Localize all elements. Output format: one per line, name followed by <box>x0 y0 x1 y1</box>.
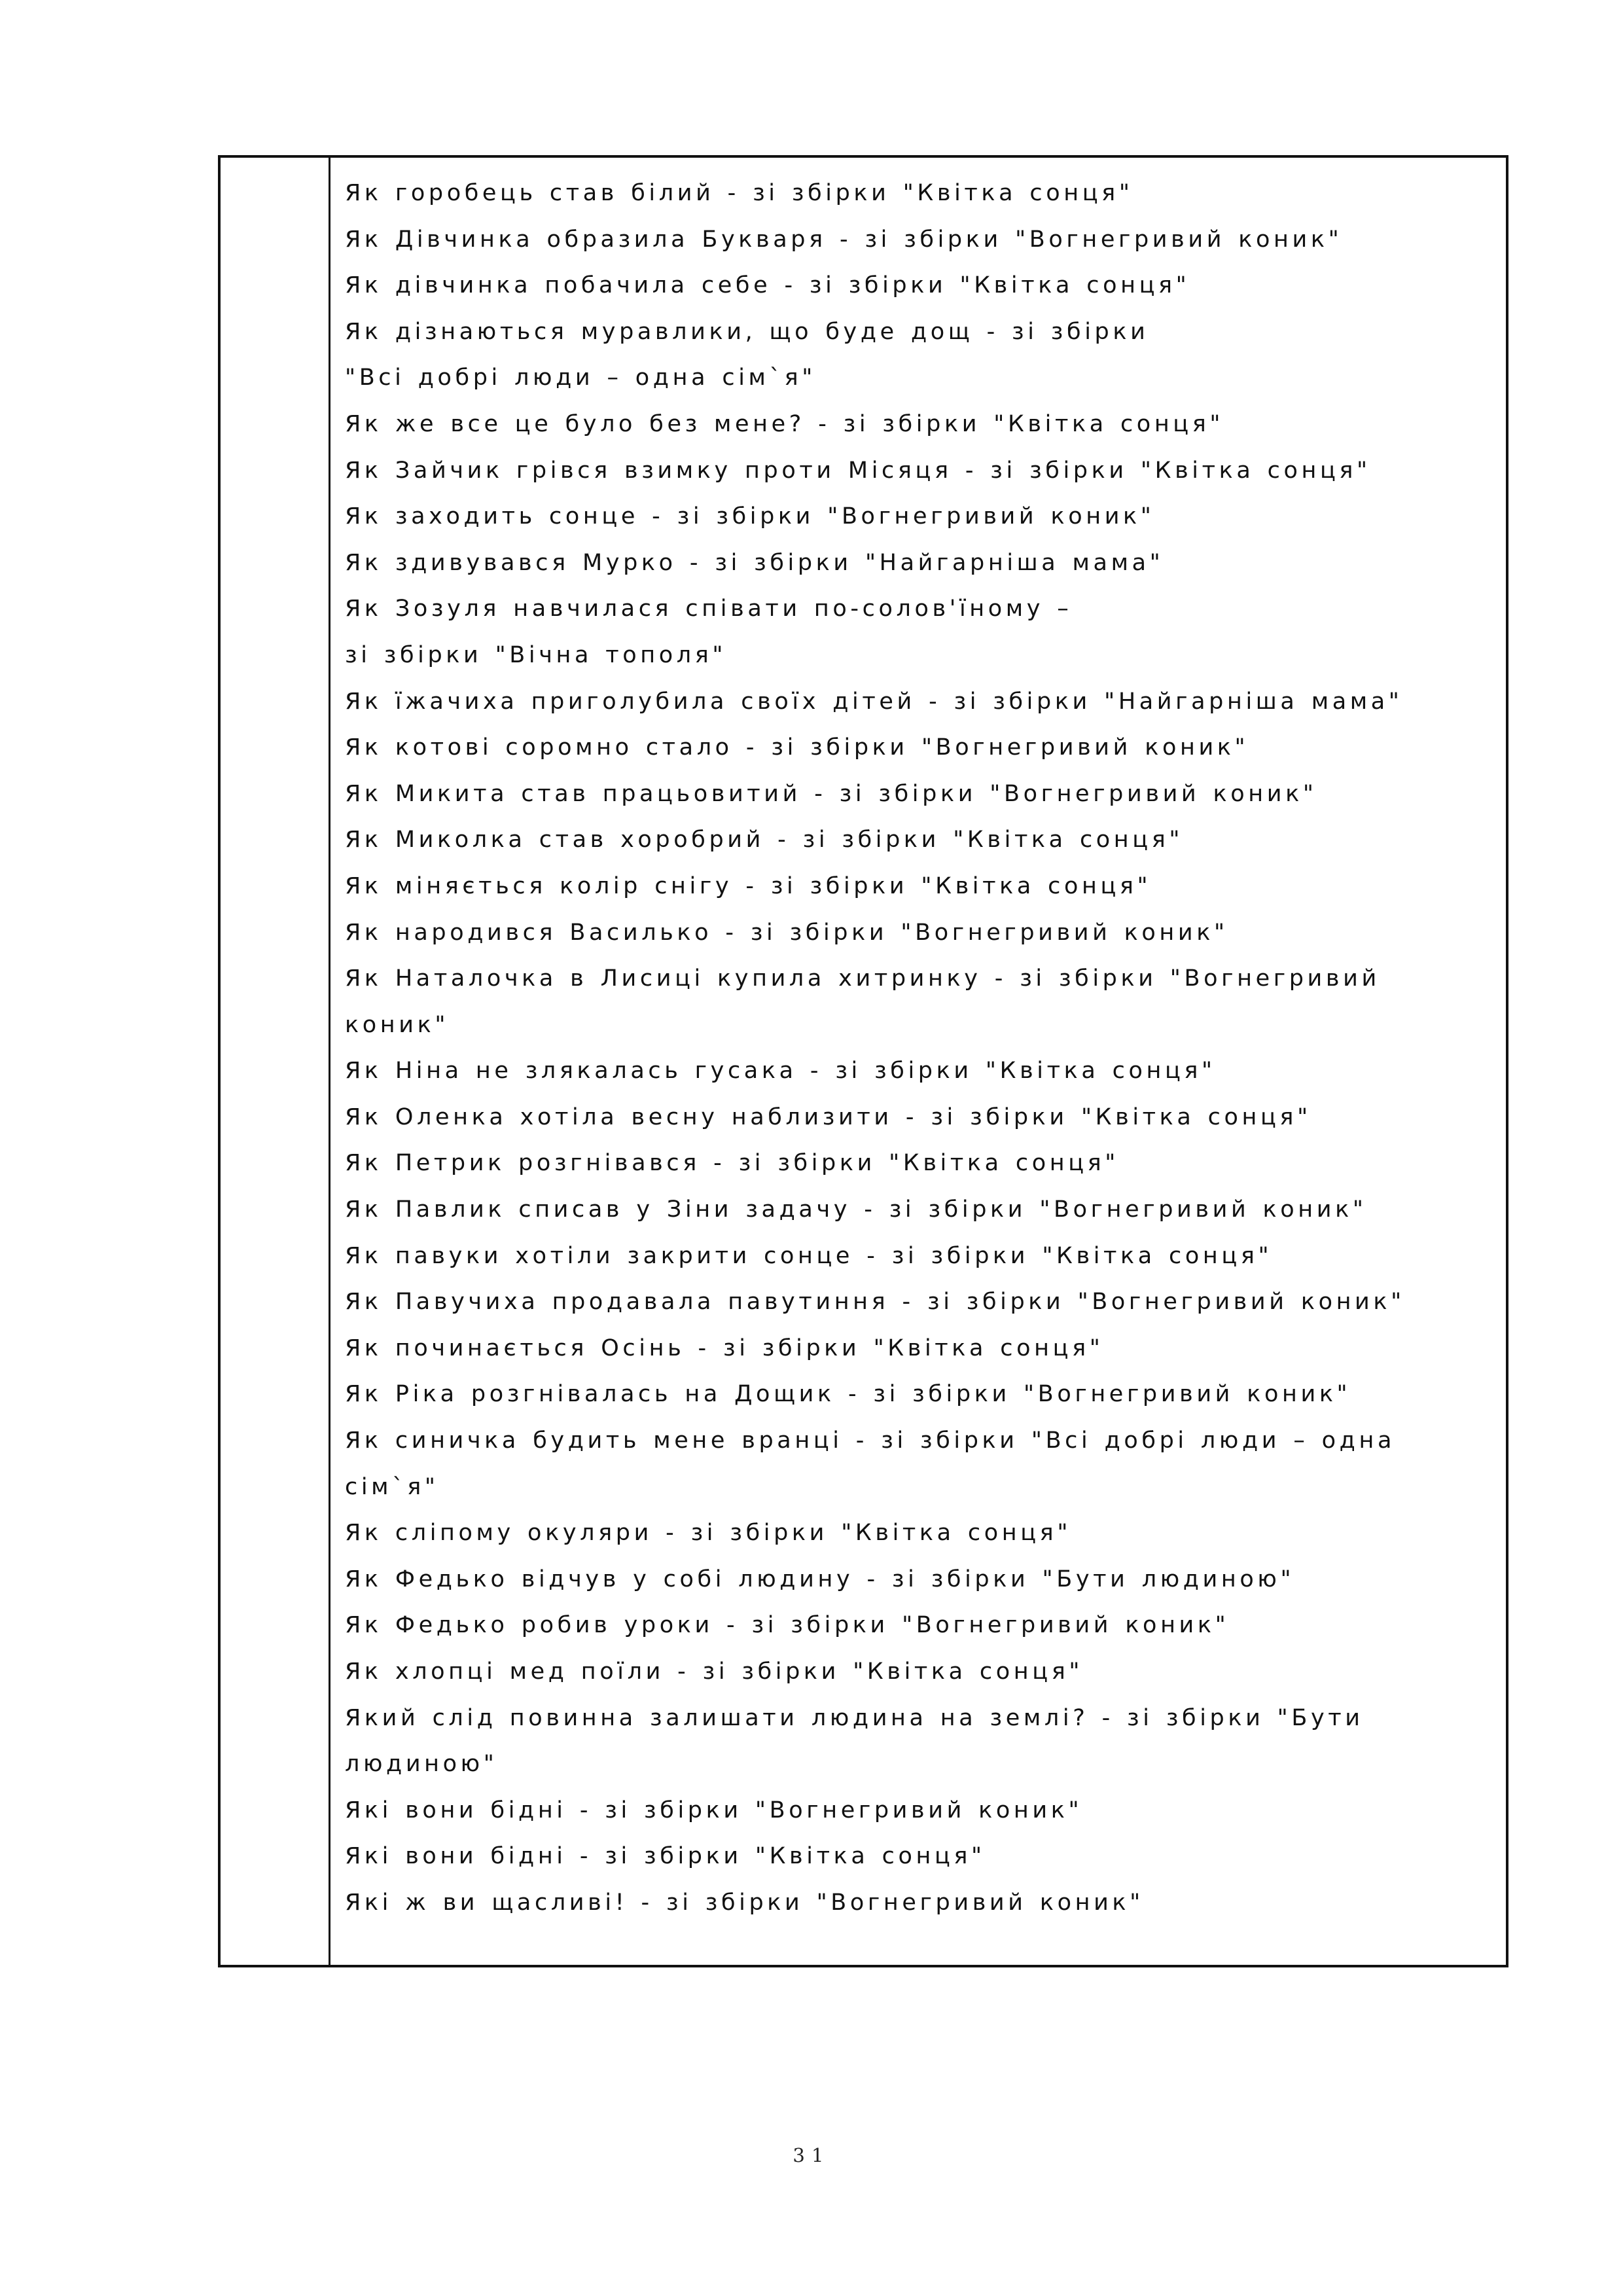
list-item: Як Зозуля навчилася співати по-солов'їному – <box>345 596 1073 622</box>
title-list <box>345 158 1473 1926</box>
list-item: Як дізнаються муравлики, що буде дощ - зі збірки <box>345 318 1149 345</box>
list-item: Як хлопці мед поїли - зі збірки "Квітка сонця" <box>345 1659 1084 1685</box>
list-item: Як Зайчик грівся взимку проти Місяця - зі збірки "Квітка сонця" <box>345 457 1371 484</box>
list-item: Як Павлик списав у Зіни задачу - зі збірки "Вогнегривий коник" <box>345 1196 1367 1223</box>
list-item: зі збірки "Вічна тополя" <box>345 641 727 668</box>
list-item: Як Павучиха продавала павутиння - зі збірки "Вогнегривий коник" <box>345 1289 1405 1316</box>
catalog-table <box>218 155 1508 1967</box>
list-item: Як Федько відчув у собі людину - зі збірки "Бути людиною" <box>345 1566 1295 1592</box>
list-item: Як Дівчинка образила Букваря - зі збірки "Вогнегривий коник" <box>345 226 1343 253</box>
list-item: Як народився Василько - зі збірки "Вогнегривий коник" <box>345 919 1228 946</box>
list-item: Як Микита став працьовитий - зі збірки "Вогнегривий коник" <box>345 780 1317 807</box>
list-item: Як Оленка хотіла весну наблизити - зі збірки "Квітка сонця" <box>345 1103 1311 1130</box>
list-item: Які вони бідні - зі збірки "Квітка сонця" <box>345 1843 986 1870</box>
list-item: людиною" <box>345 1751 498 1778</box>
page-number: 31 <box>793 2144 830 2166</box>
list-item: Як здивувався Мурко - зі збірки "Найгарніша мама" <box>345 549 1164 576</box>
list-item: Як дівчинка побачила себе - зі збірки "Квітка сонця" <box>345 272 1190 299</box>
list-item: Як Федько робив уроки - зі збірки "Вогнегривий коник" <box>345 1612 1230 1639</box>
list-item: Як сліпому окуляри - зі збірки "Квітка сонця" <box>345 1520 1072 1547</box>
list-item: Який слід повинна залишати людина на землі? - зі збірки "Бути <box>345 1704 1364 1731</box>
list-item: Як Ріка розгнівалась на Дощик - зі збірки "Вогнегривий коник" <box>345 1381 1351 1408</box>
list-item: Як же все це було без мене? - зі збірки "Квітка сонця" <box>345 410 1224 437</box>
list-item: Як починається Осінь - зі збірки "Квітка сонця" <box>345 1335 1104 1361</box>
list-item: Як Миколка став хоробрий - зі збірки "Квітка сонця" <box>345 827 1184 853</box>
list-item: Як Наталочка в Лисиці купила хитринку - зі збірки "Вогнегривий <box>345 965 1380 992</box>
list-item: Як горобець став білий - зі збірки "Квітка сонця" <box>345 180 1133 206</box>
list-item: Як Петрик розгнівався - зі збірки "Квітка сонця" <box>345 1150 1119 1177</box>
list-item: Які вони бідні - зі збірки "Вогнегривий коник" <box>345 1797 1083 1823</box>
column-divider <box>329 158 330 1965</box>
list-item: Які ж ви щасливі! - зі збірки "Вогнегривий коник" <box>345 1889 1144 1916</box>
titles-cell <box>345 158 1473 1965</box>
list-item: Як синичка будить мене вранці - зі збірки "Всі добрі люди – одна <box>345 1427 1396 1454</box>
list-item: Як їжачиха приголубила своїх дітей - зі збірки "Найгарніша мама" <box>345 688 1403 715</box>
list-item: "Всі добрі люди – одна сім`я" <box>345 365 816 391</box>
list-item: Як міняється колір снігу - зі збірки "Квітка сонця" <box>345 872 1152 899</box>
list-item: сім`я" <box>345 1473 439 1500</box>
list-item: коник" <box>345 1011 450 1038</box>
list-item: Як заходить сонце - зі збірки "Вогнегривий коник" <box>345 503 1155 530</box>
list-item: Як Ніна не злякалась гусака - зі збірки "Квітка сонця" <box>345 1058 1216 1085</box>
list-item: Як павуки хотіли закрити сонце - зі збірки "Квітка сонця" <box>345 1242 1273 1269</box>
list-item: Як котові соромно стало - зі збірки "Вогнегривий коник" <box>345 734 1249 761</box>
